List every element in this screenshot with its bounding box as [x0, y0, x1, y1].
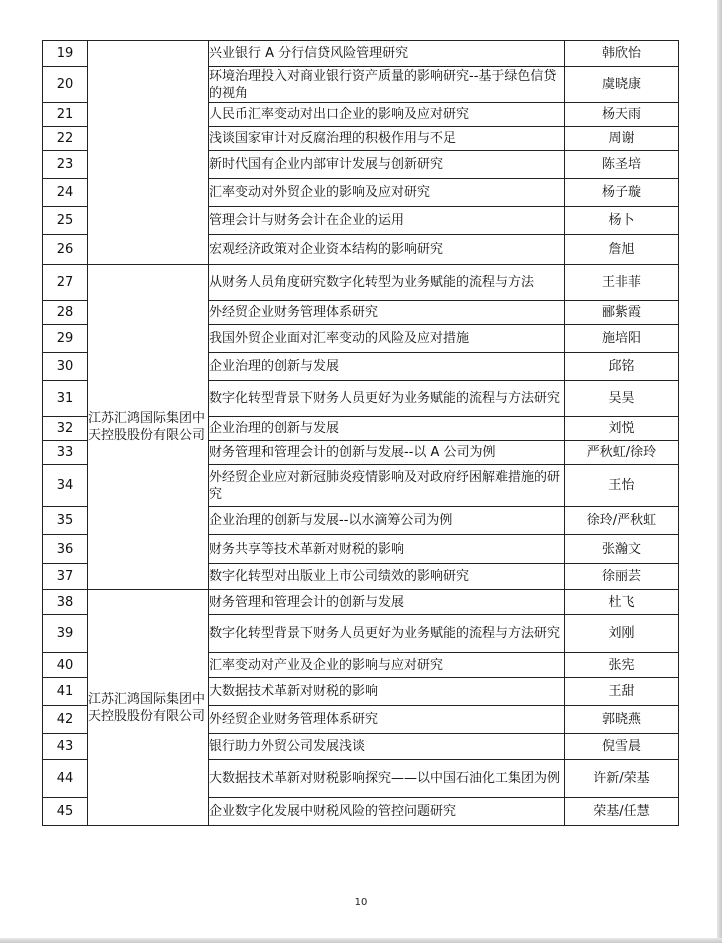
row-number: 45 [43, 798, 88, 826]
author-name: 韩欣怡 [565, 41, 679, 67]
author-name: 邱铭 [565, 353, 679, 381]
author-name: 詹旭 [565, 235, 679, 265]
author-name: 王怡 [565, 465, 679, 507]
author-name: 杨卜 [565, 207, 679, 235]
row-number: 24 [43, 179, 88, 207]
thesis-title: 企业治理的创新与发展 [209, 353, 565, 381]
row-number: 33 [43, 441, 88, 465]
row-number: 26 [43, 235, 88, 265]
company-cell [88, 41, 209, 265]
author-name: 张瀚文 [565, 535, 679, 564]
row-number: 37 [43, 564, 88, 590]
author-name: 许新/荣基 [565, 760, 679, 798]
row-number: 40 [43, 653, 88, 678]
thesis-title: 数字化转型背景下财务人员更好为业务赋能的流程与方法研究 [209, 381, 565, 417]
thesis-title: 企业数字化发展中财税风险的管控问题研究 [209, 798, 565, 826]
thesis-title: 数字化转型对出版业上市公司绩效的影响研究 [209, 564, 565, 590]
thesis-title: 宏观经济政策对企业资本结构的影响研究 [209, 235, 565, 265]
thesis-title: 外经贸企业财务管理体系研究 [209, 706, 565, 734]
thesis-title: 汇率变动对产业及企业的影响与应对研究 [209, 653, 565, 678]
row-number: 38 [43, 590, 88, 615]
author-name: 徐玲/严秋虹 [565, 507, 679, 535]
row-number: 29 [43, 325, 88, 353]
thesis-title: 新时代国有企业内部审计发展与创新研究 [209, 151, 565, 179]
thesis-title: 我国外贸企业面对汇率变动的风险及应对措施 [209, 325, 565, 353]
author-name: 杨天雨 [565, 103, 679, 127]
row-number: 20 [43, 67, 88, 103]
thesis-title: 财务共享等技术革新对财税的影响 [209, 535, 565, 564]
row-number: 34 [43, 465, 88, 507]
row-number: 23 [43, 151, 88, 179]
thesis-table [42, 40, 679, 826]
row-number: 31 [43, 381, 88, 417]
row-number: 43 [43, 734, 88, 760]
page-edge-bottom [0, 938, 722, 943]
thesis-title: 兴业银行 A 分行信贷风险管理研究 [209, 41, 565, 67]
row-number: 27 [43, 265, 88, 301]
author-name: 张宪 [565, 653, 679, 678]
author-name: 刘悦 [565, 417, 679, 441]
row-number: 42 [43, 706, 88, 734]
row-number: 35 [43, 507, 88, 535]
author-name: 刘刚 [565, 615, 679, 653]
author-name: 倪雪晨 [565, 734, 679, 760]
row-number: 25 [43, 207, 88, 235]
row-number: 22 [43, 127, 88, 151]
author-name: 郭晓燕 [565, 706, 679, 734]
company-cell: 江苏汇鸿国际集团中天控股股份有限公司 [88, 590, 209, 826]
table-row [43, 590, 679, 615]
thesis-title: 浅谈国家审计对反腐治理的积极作用与不足 [209, 127, 565, 151]
thesis-title: 数字化转型背景下财务人员更好为业务赋能的流程与方法研究 [209, 615, 565, 653]
row-number: 44 [43, 760, 88, 798]
author-name: 虞晓康 [565, 67, 679, 103]
thesis-title: 企业治理的创新与发展 [209, 417, 565, 441]
author-name: 吴昊 [565, 381, 679, 417]
page-number: 10 [354, 897, 368, 908]
thesis-title: 环境治理投入对商业银行资产质量的影响研究--基于绿色信贷的视角 [209, 67, 565, 103]
author-name: 严秋虹/徐玲 [565, 441, 679, 465]
author-name: 施培阳 [565, 325, 679, 353]
row-number: 32 [43, 417, 88, 441]
thesis-title: 财务管理和管理会计的创新与发展--以 A 公司为例 [209, 441, 565, 465]
thesis-title: 银行助力外贸公司发展浅谈 [209, 734, 565, 760]
thesis-title: 人民币汇率变动对出口企业的影响及应对研究 [209, 103, 565, 127]
author-name: 杨子璇 [565, 179, 679, 207]
author-name: 徐丽芸 [565, 564, 679, 590]
table-row [43, 41, 679, 67]
thesis-title: 汇率变动对外贸企业的影响及应对研究 [209, 179, 565, 207]
row-number: 19 [43, 41, 88, 67]
page-edge-right [717, 0, 722, 943]
row-number: 41 [43, 678, 88, 706]
row-number: 39 [43, 615, 88, 653]
thesis-title: 大数据技术革新对财税的影响 [209, 678, 565, 706]
author-name: 陈圣培 [565, 151, 679, 179]
thesis-title: 财务管理和管理会计的创新与发展 [209, 590, 565, 615]
thesis-title: 大数据技术革新对财税影响探究——以中国石油化工集团为例 [209, 760, 565, 798]
row-number: 30 [43, 353, 88, 381]
author-name: 周谢 [565, 127, 679, 151]
author-name: 王非菲 [565, 265, 679, 301]
author-name: 王甜 [565, 678, 679, 706]
author-name: 荣基/任慧 [565, 798, 679, 826]
thesis-title: 外经贸企业应对新冠肺炎疫情影响及对政府纾困解难措施的研究 [209, 465, 565, 507]
row-number: 21 [43, 103, 88, 127]
thesis-table-body [43, 41, 679, 826]
table-row [43, 265, 679, 301]
thesis-title: 外经贸企业财务管理体系研究 [209, 301, 565, 325]
thesis-title: 从财务人员角度研究数字化转型为业务赋能的流程与方法 [209, 265, 565, 301]
author-name: 杜飞 [565, 590, 679, 615]
thesis-title: 企业治理的创新与发展--以水滴筹公司为例 [209, 507, 565, 535]
thesis-title: 管理会计与财务会计在企业的运用 [209, 207, 565, 235]
company-cell: 江苏汇鸿国际集团中天控股股份有限公司 [88, 265, 209, 590]
author-name: 郦紫霞 [565, 301, 679, 325]
row-number: 28 [43, 301, 88, 325]
row-number: 36 [43, 535, 88, 564]
